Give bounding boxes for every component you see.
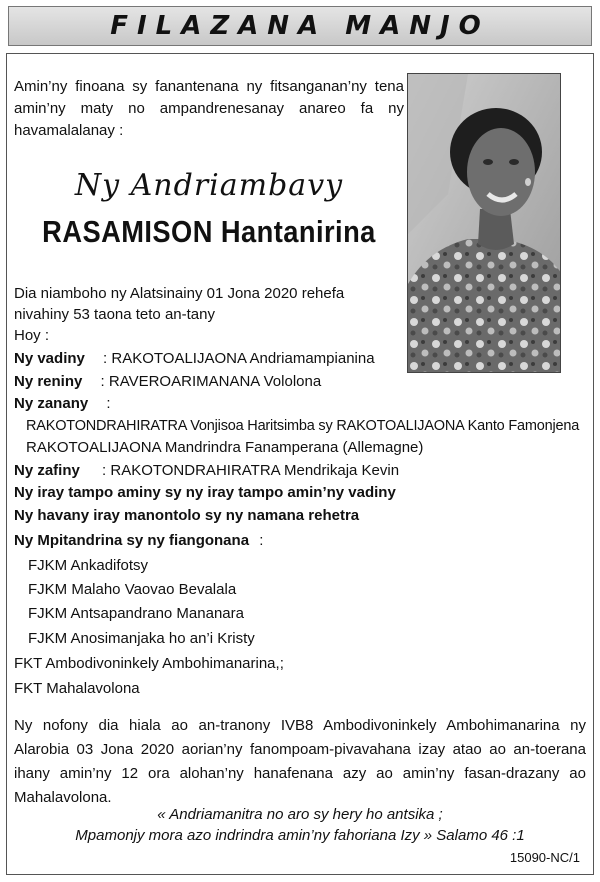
vadiny-label: Ny vadiny — [14, 350, 85, 367]
zanany-sep: : — [106, 395, 111, 412]
church-item: FJKM Ankadifotsy — [28, 557, 149, 574]
reference-code: 15090-NC/1 — [509, 850, 580, 865]
honorific-title: Ny Andriambavy — [74, 168, 344, 203]
zafiny-row — [14, 459, 399, 483]
death-notice-line1: Dia niamboho ny Alatsinainy 01 Jona 2020 rehefa — [14, 285, 345, 302]
fkt-item: FKT Ambodivoninkely Ambohimanarina,; — [14, 655, 284, 672]
intro-text: Amin’ny finoana sy fanantenana ny fitsanganan’ny tena amin’ny maty no ampandrenesanay anareo fa ny havamalalanay : — [14, 78, 404, 139]
mpitandrina-row — [14, 529, 263, 553]
death-notice-line2: nivahiny 53 taona teto an-tany — [14, 306, 215, 323]
hoy-label: Hoy : — [14, 327, 50, 344]
zafiny-label: Ny zafiny — [14, 462, 80, 479]
mpitandrina-label: Ny Mpitandrina sy ny fiangonana — [14, 532, 250, 549]
reniny-value: : RAVEROARIMANANA Vololona — [100, 373, 322, 390]
deceased-name: RASAMISON Hantanirina — [42, 214, 376, 249]
vadiny-value: : RAKOTOALIJAONA Andriamampianina — [103, 350, 375, 367]
iray-tampo-line: Ny iray tampo aminy sy ny iray tampo amin’ny vadiny — [14, 484, 396, 501]
reniny-label: Ny reniny — [14, 373, 83, 390]
church-item: FJKM Malaho Vaovao Bevalala — [28, 581, 237, 598]
church-item: FJKM Anosimanjaka ho an’i Kristy — [28, 630, 255, 647]
church-item: FJKM Antsapandrano Mananara — [28, 605, 244, 622]
havany-line: Ny havany iray manontolo sy ny namana rehetra — [14, 507, 360, 524]
zafiny-value: : RAKOTONDRAHIRATRA Mendrikaja Kevin — [102, 462, 400, 479]
zanany-label: Ny zanany — [14, 395, 89, 412]
header-banner — [8, 6, 592, 46]
zanany-line1: RAKOTONDRAHIRATRA Vonjisoa Haritsimba sy RAKOTOALIJAONA Kanto Famonjena — [26, 418, 580, 434]
closing-paragraph: Ny nofony dia hiala ao an-tranony IVB8 Ambodivoninkely Ambohimanarina ny Alarobia 03 Jona 2020 aorian’ny fanompoam-pivavahana izay atao ao an-toerana ihany amin’ny 12 ora alohan’ny hanafenana azy ao amin’ny fasan-drazany ao Mahalavolona. — [14, 717, 586, 806]
fkt-item: FKT Mahalavolona — [14, 680, 140, 697]
header-title: FILAZANA MANJO — [110, 11, 490, 41]
zanany-line2: RAKOTOALIJAONA Mandrindra Fanamperana (Allemagne) — [26, 439, 424, 456]
zanany-row — [14, 392, 111, 416]
reniny-row — [14, 370, 321, 394]
quote-line1: « Andriamanitra no aro sy hery ho antsika ; — [157, 806, 443, 823]
quote-line2: Mpamonjy mora azo indrindra amin’ny fahoriana Izy » Salamo 46 :1 — [75, 827, 525, 844]
portrait-photo — [407, 73, 561, 373]
portrait-photo-icon — [408, 74, 561, 373]
mpitandrina-sep: : — [259, 532, 264, 549]
vadiny-row — [14, 347, 375, 371]
